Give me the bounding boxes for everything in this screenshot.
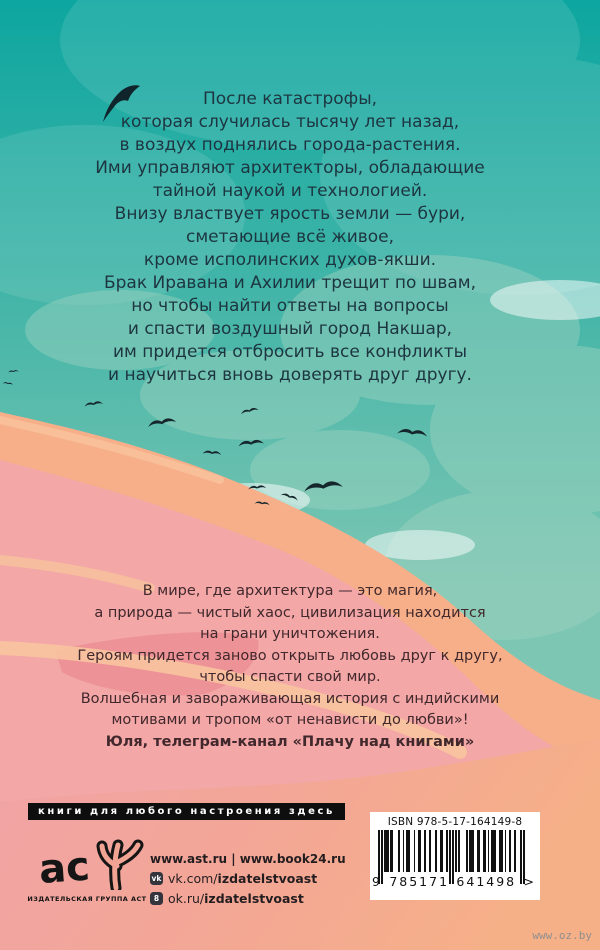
text-line: кроме исполинских духов-якши. [143, 250, 437, 270]
vk-url: vk.com/izdatelstvoast [168, 871, 318, 886]
text-line: Героям придется заново открыть любовь друг к другу, [77, 647, 503, 664]
text-line: В мире, где архитектура — это магия, [142, 583, 438, 599]
publisher-logo [22, 834, 152, 903]
text-line: Брак Иравана и Ахилии трещит по швам, [103, 273, 477, 293]
ok-url: ok.ru/izdatelstvoast [168, 891, 304, 906]
isbn-number: ISBN 978-5-17-164149-8 [387, 816, 523, 828]
text-line: тайной наукой и технологией. [152, 181, 428, 201]
text-line: им придется отбросить все конфликты [112, 342, 468, 362]
review-lines [20, 581, 560, 732]
barcode-digits: 9 785171 641498 > [372, 874, 536, 889]
publisher-links [150, 852, 346, 906]
tagline-banner: книги для любого настроения здесь [28, 803, 345, 820]
ok-link [150, 891, 346, 906]
vk-icon: vk [151, 874, 162, 883]
text-line: в воздух поднялись города-растения. [119, 135, 461, 155]
text-line: сметающие всё живое, [185, 227, 395, 247]
shop-watermark: www.oz.by [532, 929, 592, 942]
text-line: После катастрофы, [202, 89, 378, 109]
text-line: и спасти воздушный город Накшар, [127, 319, 453, 339]
vk-link [150, 871, 346, 886]
text-line: на грани уничтожения. [200, 626, 380, 642]
ast-logo-letters: ас [37, 843, 92, 890]
text-line: Ими управляют архитекторы, обладающие [95, 158, 485, 178]
ok-icon: 8 [150, 892, 163, 905]
publisher-caption: ИЗДАТЕЛЬСКАЯ ГРУППА АСТ [27, 895, 147, 903]
text-line: мотивами и тропом «от ненависти до любви»! [111, 712, 469, 728]
ast-hand-icon [102, 845, 138, 888]
text-line: чтобы спасти свой мир. [199, 669, 381, 685]
text-line: но чтобы найти ответы на вопросы [131, 296, 449, 316]
text-line: Внизу властвует ярость земли — бури, [114, 204, 466, 224]
synopsis-text [20, 88, 560, 387]
review-text [20, 581, 560, 753]
ast-logo-icon [22, 834, 152, 890]
text-line: которая случилась тысячу лет назад, [120, 112, 460, 132]
publisher-sites: www.ast.ru | www.book24.ru [150, 852, 346, 866]
text-line: Волшебная и завораживающая история с индийскими [80, 690, 500, 707]
text-line: а природа — чистый хаос, цивилизация находится [94, 604, 486, 621]
review-attribution: Юля, телеграм-канал «Плачу над книгами» [105, 733, 475, 750]
text-line: и научиться вновь доверять друг другу. [108, 365, 472, 385]
